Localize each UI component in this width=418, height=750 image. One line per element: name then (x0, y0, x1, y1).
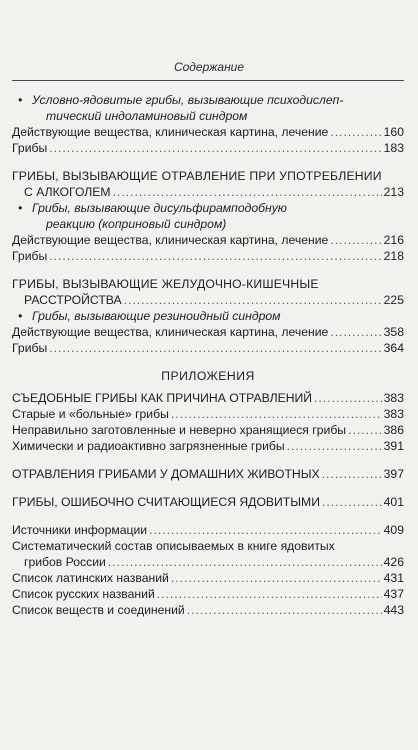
toc-entry-text: Действующие вещества, клиническая картина, лечение (12, 325, 329, 339)
toc-entry[interactable] (12, 586, 404, 602)
page-number: 160 (383, 125, 404, 139)
table-of-contents (12, 92, 404, 618)
leader-dots (322, 466, 382, 482)
leader-dots (287, 438, 382, 454)
toc-entry-text: Список русских названий (12, 587, 155, 601)
toc-entry[interactable] (12, 406, 404, 422)
toc-entry-text: Список латинских названий (12, 571, 169, 585)
leader-dots (348, 422, 382, 438)
toc-entry-text: Старые и «больные» грибы (12, 407, 169, 421)
toc-entry-text: Химически и радиоактивно загрязненные грибы (12, 439, 285, 453)
toc-entry-text: Неправильно заготовленные и неверно хранящиеся грибы (12, 423, 347, 437)
toc-entry[interactable] (12, 124, 404, 140)
toc-entry-text: РАССТРОЙСТВА (24, 293, 122, 307)
leader-dots (187, 602, 382, 618)
toc-entry-text: Список веществ и соединений (12, 603, 185, 617)
toc-entry[interactable] (12, 554, 404, 570)
page-number: 437 (383, 587, 404, 601)
toc-entry-text: Действующие вещества, клиническая картина, лечение (12, 125, 329, 139)
toc-entry-text: Грибы (12, 249, 48, 263)
bullet-icon: • (18, 309, 23, 323)
page-number: 216 (383, 233, 404, 247)
toc-entry[interactable] (12, 390, 404, 406)
toc-entry-text: С АЛКОГОЛЕМ (24, 185, 111, 199)
leader-dots (124, 292, 382, 308)
toc-entry-text: Грибы, вызывающие дисульфирамподобную (32, 201, 287, 215)
page-number: 364 (383, 341, 404, 355)
bullet-icon: • (18, 93, 23, 107)
page-number: 386 (383, 423, 404, 437)
toc-entry-text: Систематический состав описываемых в книге ядовитых (12, 539, 335, 553)
toc-entry-text-cont: тический индоламиновый синдром (46, 109, 248, 123)
toc-entry[interactable] (12, 324, 404, 340)
page-number: 225 (383, 293, 404, 307)
toc-entry[interactable] (12, 602, 404, 618)
leader-dots (108, 554, 382, 570)
toc-entry[interactable] (12, 248, 404, 264)
leader-dots (171, 570, 382, 586)
page-number: 391 (383, 439, 404, 453)
page-number: 401 (383, 495, 404, 509)
toc-entry-text: Действующие вещества, клиническая картина, лечение (12, 233, 329, 247)
page-number: 397 (383, 467, 404, 481)
leader-dots (322, 494, 382, 510)
page-number: 213 (383, 185, 404, 199)
leader-dots (149, 522, 382, 538)
toc-entry-text: СЪЕДОБНЫЕ ГРИБЫ КАК ПРИЧИНА ОТРАВЛЕНИЙ (12, 391, 313, 405)
leader-dots (171, 406, 382, 422)
leader-dots (157, 586, 382, 602)
leader-dots (49, 340, 381, 356)
header-rule (12, 80, 404, 81)
leader-dots (330, 124, 381, 140)
appendix-heading: ПРИЛОЖЕНИЯ (161, 369, 255, 383)
page-number: 383 (383, 407, 404, 421)
leader-dots (113, 184, 382, 200)
page-number: 383 (383, 391, 404, 405)
toc-entry-text: Грибы (12, 341, 48, 355)
section-heading-text: ГРИБЫ, ВЫЗЫВАЮЩИЕ ЖЕЛУДОЧНО-КИШЕЧНЫЕ (12, 277, 319, 291)
toc-entry-indolamine (12, 92, 404, 108)
page-number: 409 (383, 523, 404, 537)
toc-entry-resinoid (12, 308, 404, 324)
toc-entry-text: ГРИБЫ, ОШИБОЧНО СЧИТАЮЩИЕСЯ ЯДОВИТЫМИ (12, 495, 320, 509)
leader-dots (49, 248, 381, 264)
toc-entry[interactable] (12, 340, 404, 356)
toc-entry-text: Источники информации (12, 523, 148, 537)
page-number: 431 (383, 571, 404, 585)
page-number: 358 (383, 325, 404, 339)
page-number: 218 (383, 249, 404, 263)
toc-section-alcohol[interactable] (12, 184, 404, 200)
toc-entry[interactable] (12, 140, 404, 156)
leader-dots (49, 140, 381, 156)
toc-entry-text: Грибы (12, 141, 48, 155)
leader-dots (330, 324, 381, 340)
page-number: 426 (383, 555, 404, 569)
section-heading-text: ГРИБЫ, ВЫЗЫВАЮЩИЕ ОТРАВЛЕНИЕ ПРИ УПОТРЕБЛЕНИИ (12, 169, 382, 183)
leader-dots (330, 232, 381, 248)
toc-entry[interactable] (12, 232, 404, 248)
page-number: 183 (383, 141, 404, 155)
bullet-icon: • (18, 201, 23, 215)
page-number: 443 (383, 603, 404, 617)
toc-entry-text: ОТРАВЛЕНИЯ ГРИБАМИ У ДОМАШНИХ ЖИВОТНЫХ (12, 467, 320, 481)
toc-entry[interactable] (12, 522, 404, 538)
toc-section-gastro[interactable] (12, 292, 404, 308)
toc-entry[interactable] (12, 570, 404, 586)
toc-entry[interactable] (12, 466, 404, 482)
toc-entry[interactable] (12, 438, 404, 454)
toc-entry-text: Условно-ядовитые грибы, вызывающие психодислеп- (32, 93, 344, 107)
toc-entry-text: Грибы, вызывающие резиноидный синдром (32, 309, 281, 323)
toc-entry-text: грибов России (24, 555, 106, 569)
toc-entry-coprine (12, 200, 404, 216)
running-head: Содержание (173, 60, 245, 74)
toc-entry-text-cont: реакцию (коприновый синдром) (46, 217, 227, 231)
toc-entry[interactable] (12, 422, 404, 438)
leader-dots (314, 390, 382, 406)
toc-entry[interactable] (12, 494, 404, 510)
